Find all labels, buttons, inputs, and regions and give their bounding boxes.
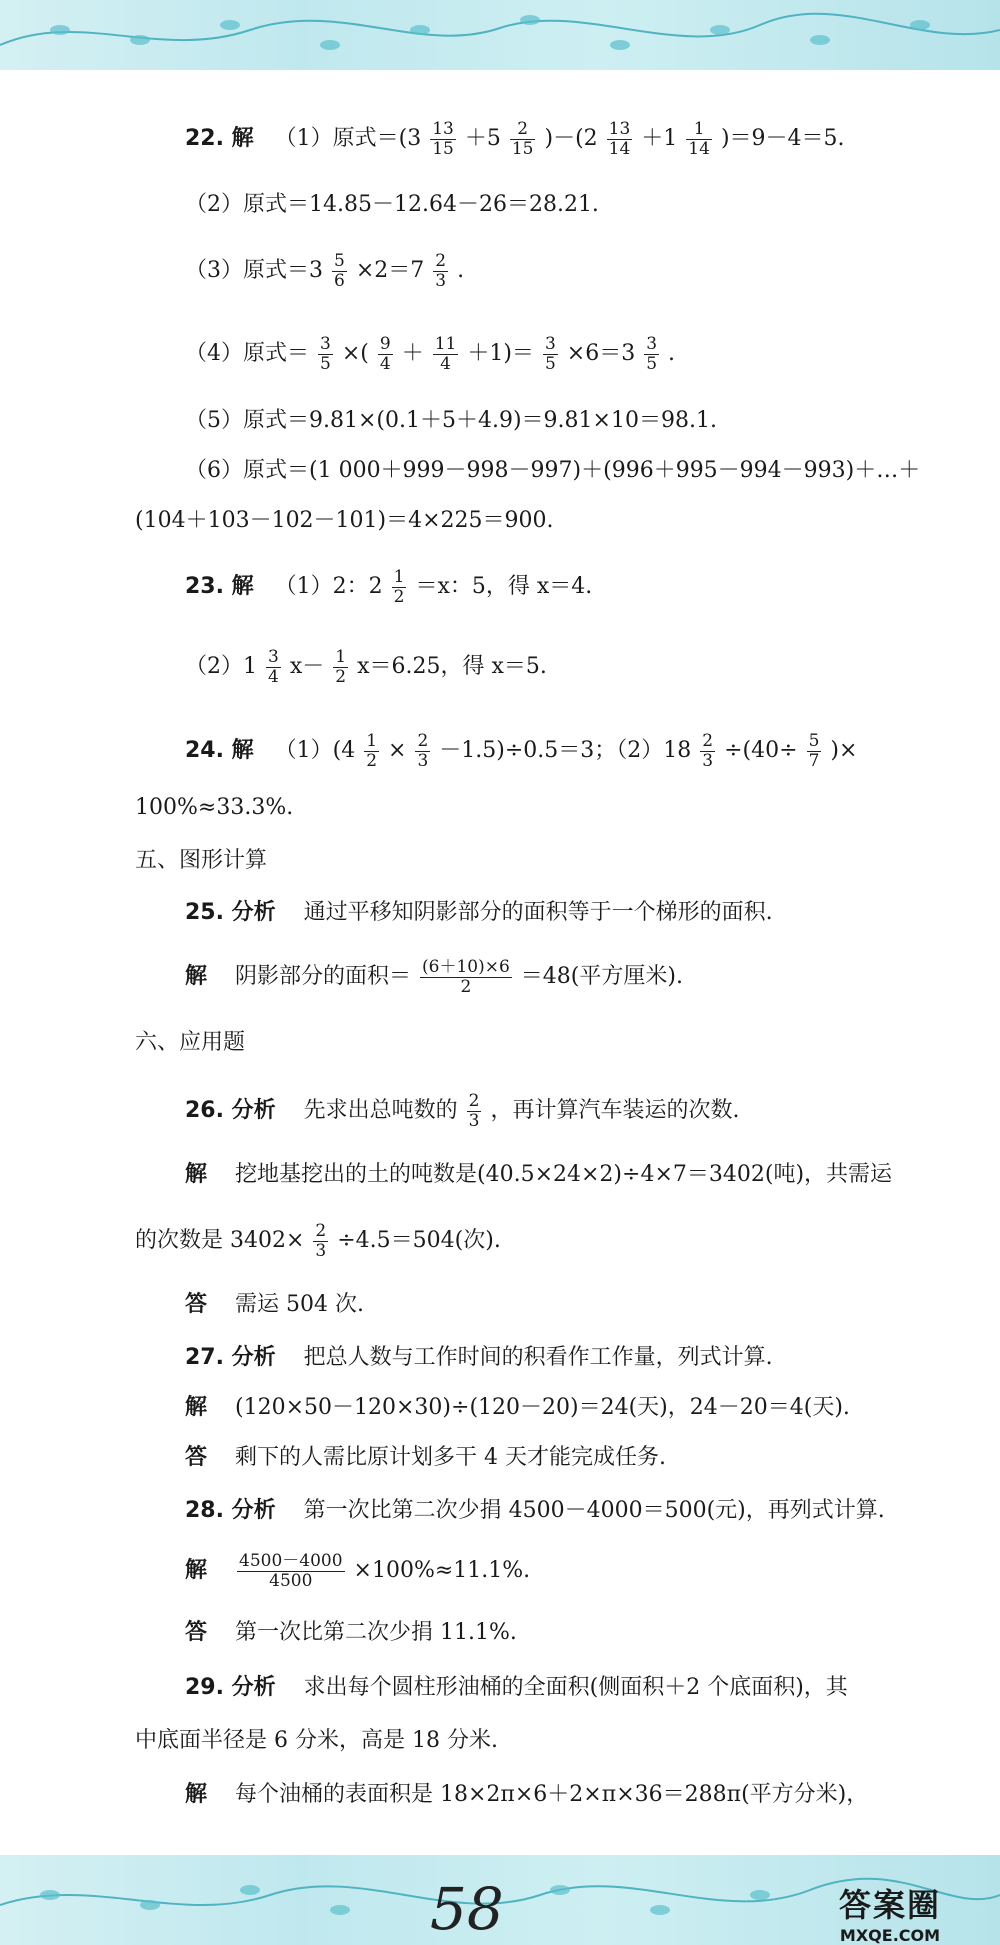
- q26-answer: 答 需运 504 次.: [185, 1292, 364, 1317]
- q25-analysis: 25. 分析 通过平移知阴影部分的面积等于一个梯形的面积.: [185, 900, 773, 925]
- q22-line-5: （5）原式＝9.81×(0.1＋5＋4.9)＝9.81×10＝98.1.: [185, 408, 717, 433]
- q26-solution-2: 的次数是 3402× $\frac{2}{3}$ ÷4.5＝504(次).: [135, 1221, 501, 1261]
- q29-analysis-2: 中底面半径是 6 分米，高是 18 分米.: [135, 1728, 498, 1753]
- top-decorative-border: [0, 0, 1000, 70]
- watermark-logo-text: 答案圈: [838, 1886, 941, 1924]
- q27-solution: 解 (120×50－120×30)÷(120－20)＝24(天)，24－20＝4(天).: [185, 1395, 850, 1420]
- section-heading-5: 五、图形计算: [135, 848, 268, 873]
- q28-solution: 解 $\frac{4500-4000}{4500}$ ×100%≈11.1%.: [185, 1551, 531, 1591]
- q26-solution-1: 解 挖地基挖出的土的吨数是(40.5×24×2)÷4×7＝3402(吨)，共需运: [185, 1162, 893, 1187]
- q23-line-2: （2）1 $\frac{3}{4}$ x－ $\frac{1}{2}$ x＝6.25，得 x＝5.: [185, 647, 547, 687]
- q22-line-2: （2）原式＝14.85－12.64－26＝28.21.: [185, 192, 599, 217]
- vine-ornament-icon: [0, 0, 1000, 70]
- q22-line-3: （3）原式＝3 $\frac{5}{6}$ ×2＝7 $\frac{2}{3}$ .: [185, 251, 465, 291]
- q28-answer: 答 第一次比第二次少捐 11.1%.: [185, 1620, 517, 1645]
- section-heading-6: 六、应用题: [135, 1030, 246, 1055]
- q24-line-1: 24. 解 （1）(4 $\frac{1}{2}$ × $\frac{2}{3}$ －1.5)÷0.5＝3；（2）18 $\frac{2}{3}$ ÷(40÷ $\frac{5}{7}$ )×: [185, 731, 858, 771]
- q22-line-1: 22. 解 （1）原式＝(3 $\frac{13}{15}$ ＋5 $\frac{2}{15}$ )－(2 $\frac{13}{14}$ ＋1 $\frac{1}{14}$ )＝9－4＝5.: [185, 119, 845, 159]
- q22-line-6: （6）原式＝(1 000＋999－998－997)＋(996＋995－994－993)＋…＋: [185, 458, 921, 483]
- q25-solution: 解 阴影部分的面积＝ $\frac{(6+10)\times 6}{2}$ ＝48(平方厘米).: [185, 957, 683, 997]
- q29-solution: 解 每个油桶的表面积是 18×2π×6＋2×π×36＝288π(平方分米)，: [185, 1782, 869, 1807]
- site-watermark: [790, 1880, 990, 1945]
- q24-line-2: 100%≈33.3%.: [135, 795, 294, 820]
- q22-line-7: (104＋103－102－101)＝4×225＝900.: [135, 508, 554, 533]
- q22-line-4: （4）原式＝ $\frac{3}{5}$ ×( $\frac{9}{4}$ ＋ $\frac{11}{4}$ ＋1)＝ $\frac{3}{5}$ ×6＝3 $\frac{3}{5}$ .: [185, 334, 676, 374]
- q23-line-1: 23. 解 （1）2：2 $\frac{1}{2}$ ＝x：5，得 x＝4.: [185, 567, 593, 607]
- watermark-url: MXQE.COM: [839, 1926, 941, 1945]
- q27-analysis: 27. 分析 把总人数与工作时间的积看作工作量，列式计算.: [185, 1345, 773, 1370]
- q26-analysis: 26. 分析 先求出总吨数的 $\frac{2}{3}$ ，再计算汽车装运的次数.: [185, 1091, 740, 1131]
- q27-answer: 答 剩下的人需比原计划多干 4 天才能完成任务.: [185, 1445, 666, 1470]
- q28-analysis: 28. 分析 第一次比第二次少捐 4500－4000＝500(元)，再列式计算.: [185, 1498, 885, 1523]
- page-number: 58: [430, 1875, 504, 1943]
- q29-analysis-1: 29. 分析 求出每个圆柱形油桶的全面积(侧面积＋2 个底面积)，其: [185, 1675, 848, 1700]
